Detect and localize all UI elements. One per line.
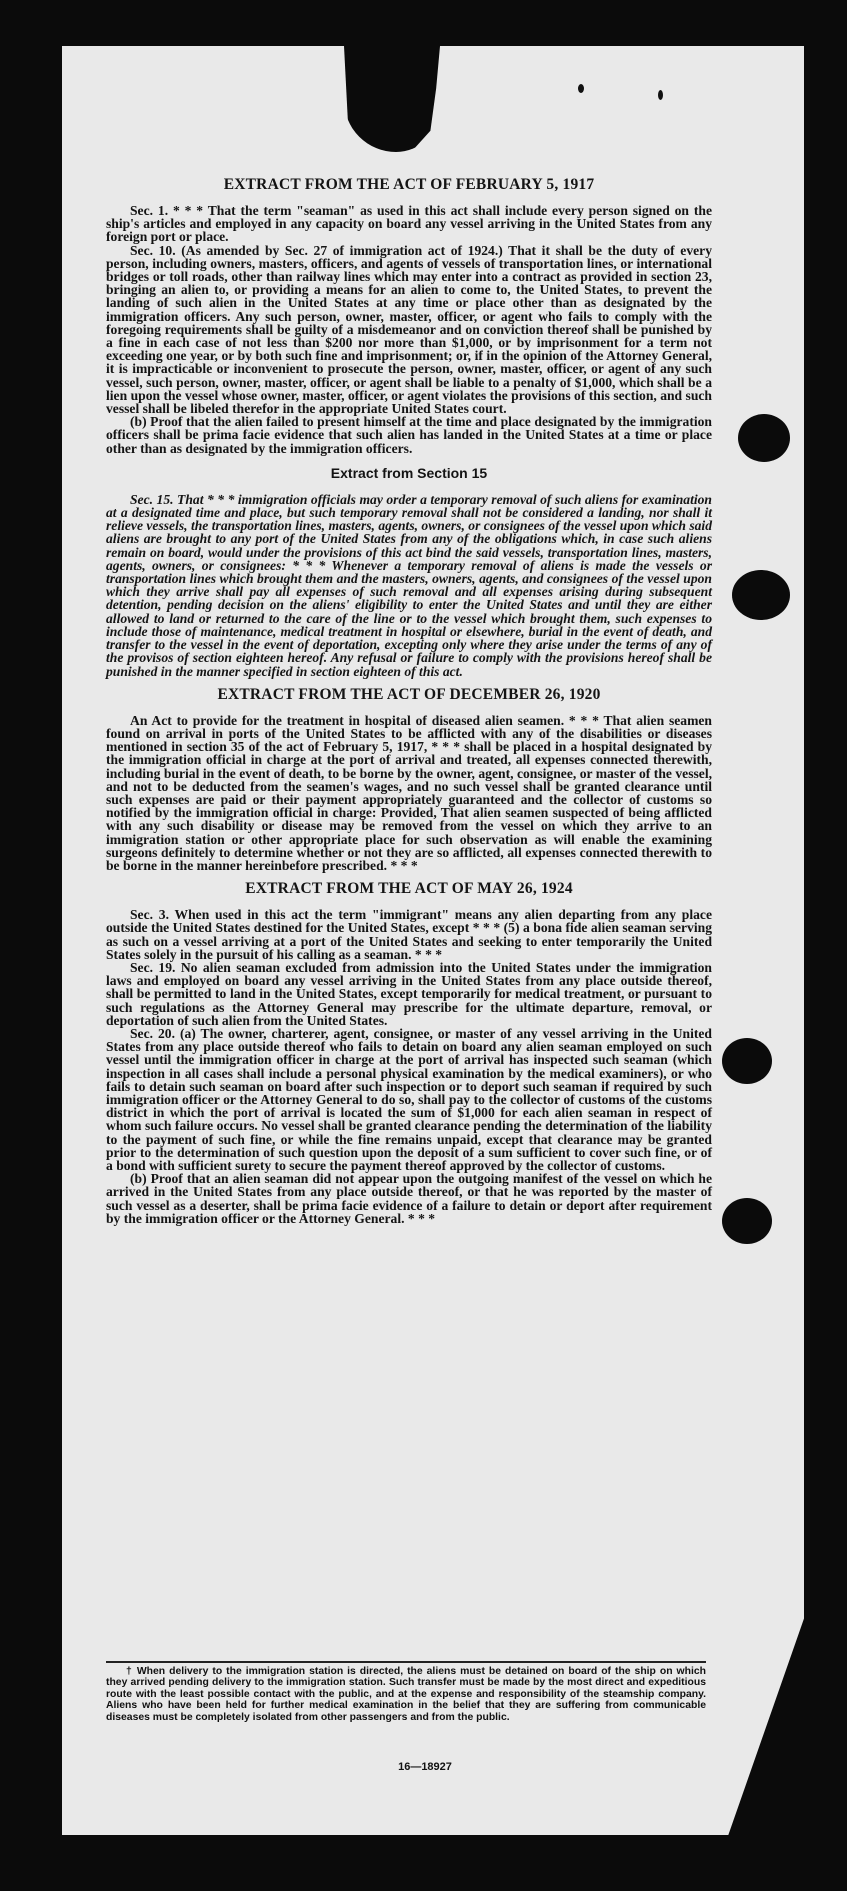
punch-hole [732,570,790,620]
form-number: 16—18927 [398,1761,452,1773]
paragraph-sec-3: Sec. 3. When used in this act the term "immigrant" means any alien departing from any place outside the United States destined for the United States, except * * * (5) a bona fide alien seaman serving as such on a vessel arriving at a port of the United States and seeking to enter temporarily the United States solely in the pursuit of his calling as a seaman. * * * [106,907,712,962]
paragraph-sec-19: Sec. 19. No alien seaman excluded from admission into the United States under the immigration laws and employed on board any vessel arriving in the United States from any place outside thereof, shall be permitted to land in the United States, except temporarily for medical treatment, or pursuant to such regulations as the Attorney General may prescribe for the ultimate departure, removal, or deportation of such alien from the United States. [106,959,712,1028]
paragraph-sec-10-b: (b) Proof that the alien failed to present himself at the time and place designated by the immigration officers shall be prima facie evidence that such alien has landed in the United States at a time or place other than as designated by the immigration officers. [106,414,712,456]
ink-speck [658,90,663,100]
paragraph-act-1920: An Act to provide for the treatment in hospital of diseased alien seamen. * * * That alien seamen found on arrival in ports of the United States to be afflicted with any of the disabilities or diseases mentioned in section 35 of the act of February 5, 1917, * * * shall be placed in a hospital designated by the immigration official in charge at the port of arrival and treated, all expenses connected therewith, including burial in the event of death, to be borne by the owner, agent, consignee, or master of the vessel, and not to be deducted from the seamen's wages, and no such vessel shall be granted clearance until such expenses are paid or their payment appropriately guaranteed and the collector of customs so notified by the immigration official in charge: Provided, That alien seamen suspected of being afflicted with any such disability or disease may be removed from the vessel on which they arrive to an immigration station or other appropriate place for such observation as will enable the examining surgeons definitely to determine whether or not they are so afflicted, all expenses connected therewith to be borne in the manner hereinbefore prescribed. * * * [106,712,712,873]
punch-hole [738,414,790,462]
paragraph-sec-1: Sec. 1. * * * That the term "seaman" as used in this act shall include every person signed on the ship's articles and employed in any capacity on board any vessel arriving in the United States from any foreign port or place. [106,203,712,245]
punch-hole [722,1198,772,1244]
ink-speck [578,84,584,93]
paragraph-sec-20-b: (b) Proof that an alien seaman did not appear upon the outgoing manifest of the vessel on which he arrived in the United States from any place outside thereof, or that he was reported by the master of such vessel as a deserter, shall be prima facie evidence of a failure to detain or deport after requirement by the immigration officer or the Attorney General. * * * [106,1171,712,1226]
document-body [106,176,712,1225]
heading-section-15: Extract from Section 15 [330,464,488,481]
heading-act-1920: EXTRACT FROM THE ACT OF DECEMBER 26, 1920 [217,685,601,703]
paragraph-sec-10: Sec. 10. (As amended by Sec. 27 of immigration act of 1924.) That it shall be the duty of every person, including owners, masters, officers, and agents of vessels of transportation lines, or international bridges or toll roads, other than railway lines which may enter into a contract as provided in section 23, bringing an alien to, or providing a means for an alien to come to, the United States, to prevent the landing of such alien in the United States at any time or place other than as designated by the immigration officers. Any such person, owner, master, officer, or agent who fails to comply with the foregoing requirements shall be guilty of a misdemeanor and on conviction thereof shall be punished by a fine in each case of not less than $200 nor more than $1,000, or by imprisonment for a term not exceeding one year, or by both such fine and imprisonment; or, if in the opinion of the Attorney General, it is impracticable or inconvenient to prosecute the person, owner, master, officer, or agent of any such vessel, such person, owner, master, officer, or agent shall be liable to a penalty of $1,000, which shall be a lien upon the vessel whose owner, master, officer, or agent violates the provisions of this section, and such vessel shall be libeled therefor in the appropriate United States court. [106,242,712,417]
footnote-divider [106,1661,706,1663]
punch-hole [722,1038,772,1084]
heading-act-1917: EXTRACT FROM THE ACT OF FEBRUARY 5, 1917 [223,176,595,193]
paragraph-sec-20-a: Sec. 20. (a) The owner, charterer, agent, consignee, or master of any vessel arriving in the United States from any place outside thereof who fails to detain on board any alien seaman employed on such vessel until the immigration officer in charge at the port of arrival has inspected such seaman (which inspection in all cases shall include a personal physical examination by the medical examiners), or who fails to detain such seaman on board after such inspection or to deport such seaman if required by such immigration officer or the Attorney General to do so, shall pay to the collector of customs of the customs district in which the port of arrival is located the sum of $1,000 for each alien seaman in respect of whom such failure occurs. No vessel shall be granted clearance pending the determination of the liability to the payment of such fine, or while the fine remains unpaid, except that clearance may be granted prior to the determination of such question upon the deposit of a sum sufficient to cover such fine, or of a bond with sufficient surety to secure the payment thereof approved by the collector of customs. [106,1025,712,1173]
heading-act-1924: EXTRACT FROM THE ACT OF MAY 26, 1924 [245,880,573,898]
torn-edge [344,46,440,152]
paragraph-sec-15: Sec. 15. That * * * immigration officials may order a temporary removal of such aliens for examination at a designated time and place, but such temporary removal shall not be considered a landing, nor shall it relieve vessels, the transportation lines, masters, agents, owners, or consignees of the vessel upon which said aliens are brought to any port of the United States from any of the obligations which, in case such aliens remain on board, would under the provisions of this act bind the said vessels, transportation lines, masters, agents, owners, or consignees: * * * Whenever a temporary removal of aliens is made the vessels or transportation lines which brought them and the masters, owners, agents, and consignees of the vessel upon which they arrive shall pay all expenses of such removal and all expenses arising during subsequent detention, pending decision on the aliens' eligibility to enter the United States and until they are either allowed to land or returned to the care of the line or to the vessel which brought them, such expenses to include those of maintenance, medical treatment in hospital or elsewhere, burial in the event of death, and transfer to the vessel in the event of deportation, excepting only where they arise under the terms of any of the provisos of section eighteen hereof. Any refusal or failure to comply with the provisions hereof shall be punished in the manner specified in section eighteen of this act. [106,491,712,679]
footnote: † When delivery to the immigration station is directed, the aliens must be detained on board of the ship on which they arrived pending delivery to the immigration station. Such transfer must be made by the most direct and expeditious route with the least possible contact with the public, and at the expense and responsibility of the steamship company. Aliens who have been held for further medical examination in the belief that they are suffering from communicable diseases must be completely isolated from other passengers and from the public. [106,1666,706,1723]
